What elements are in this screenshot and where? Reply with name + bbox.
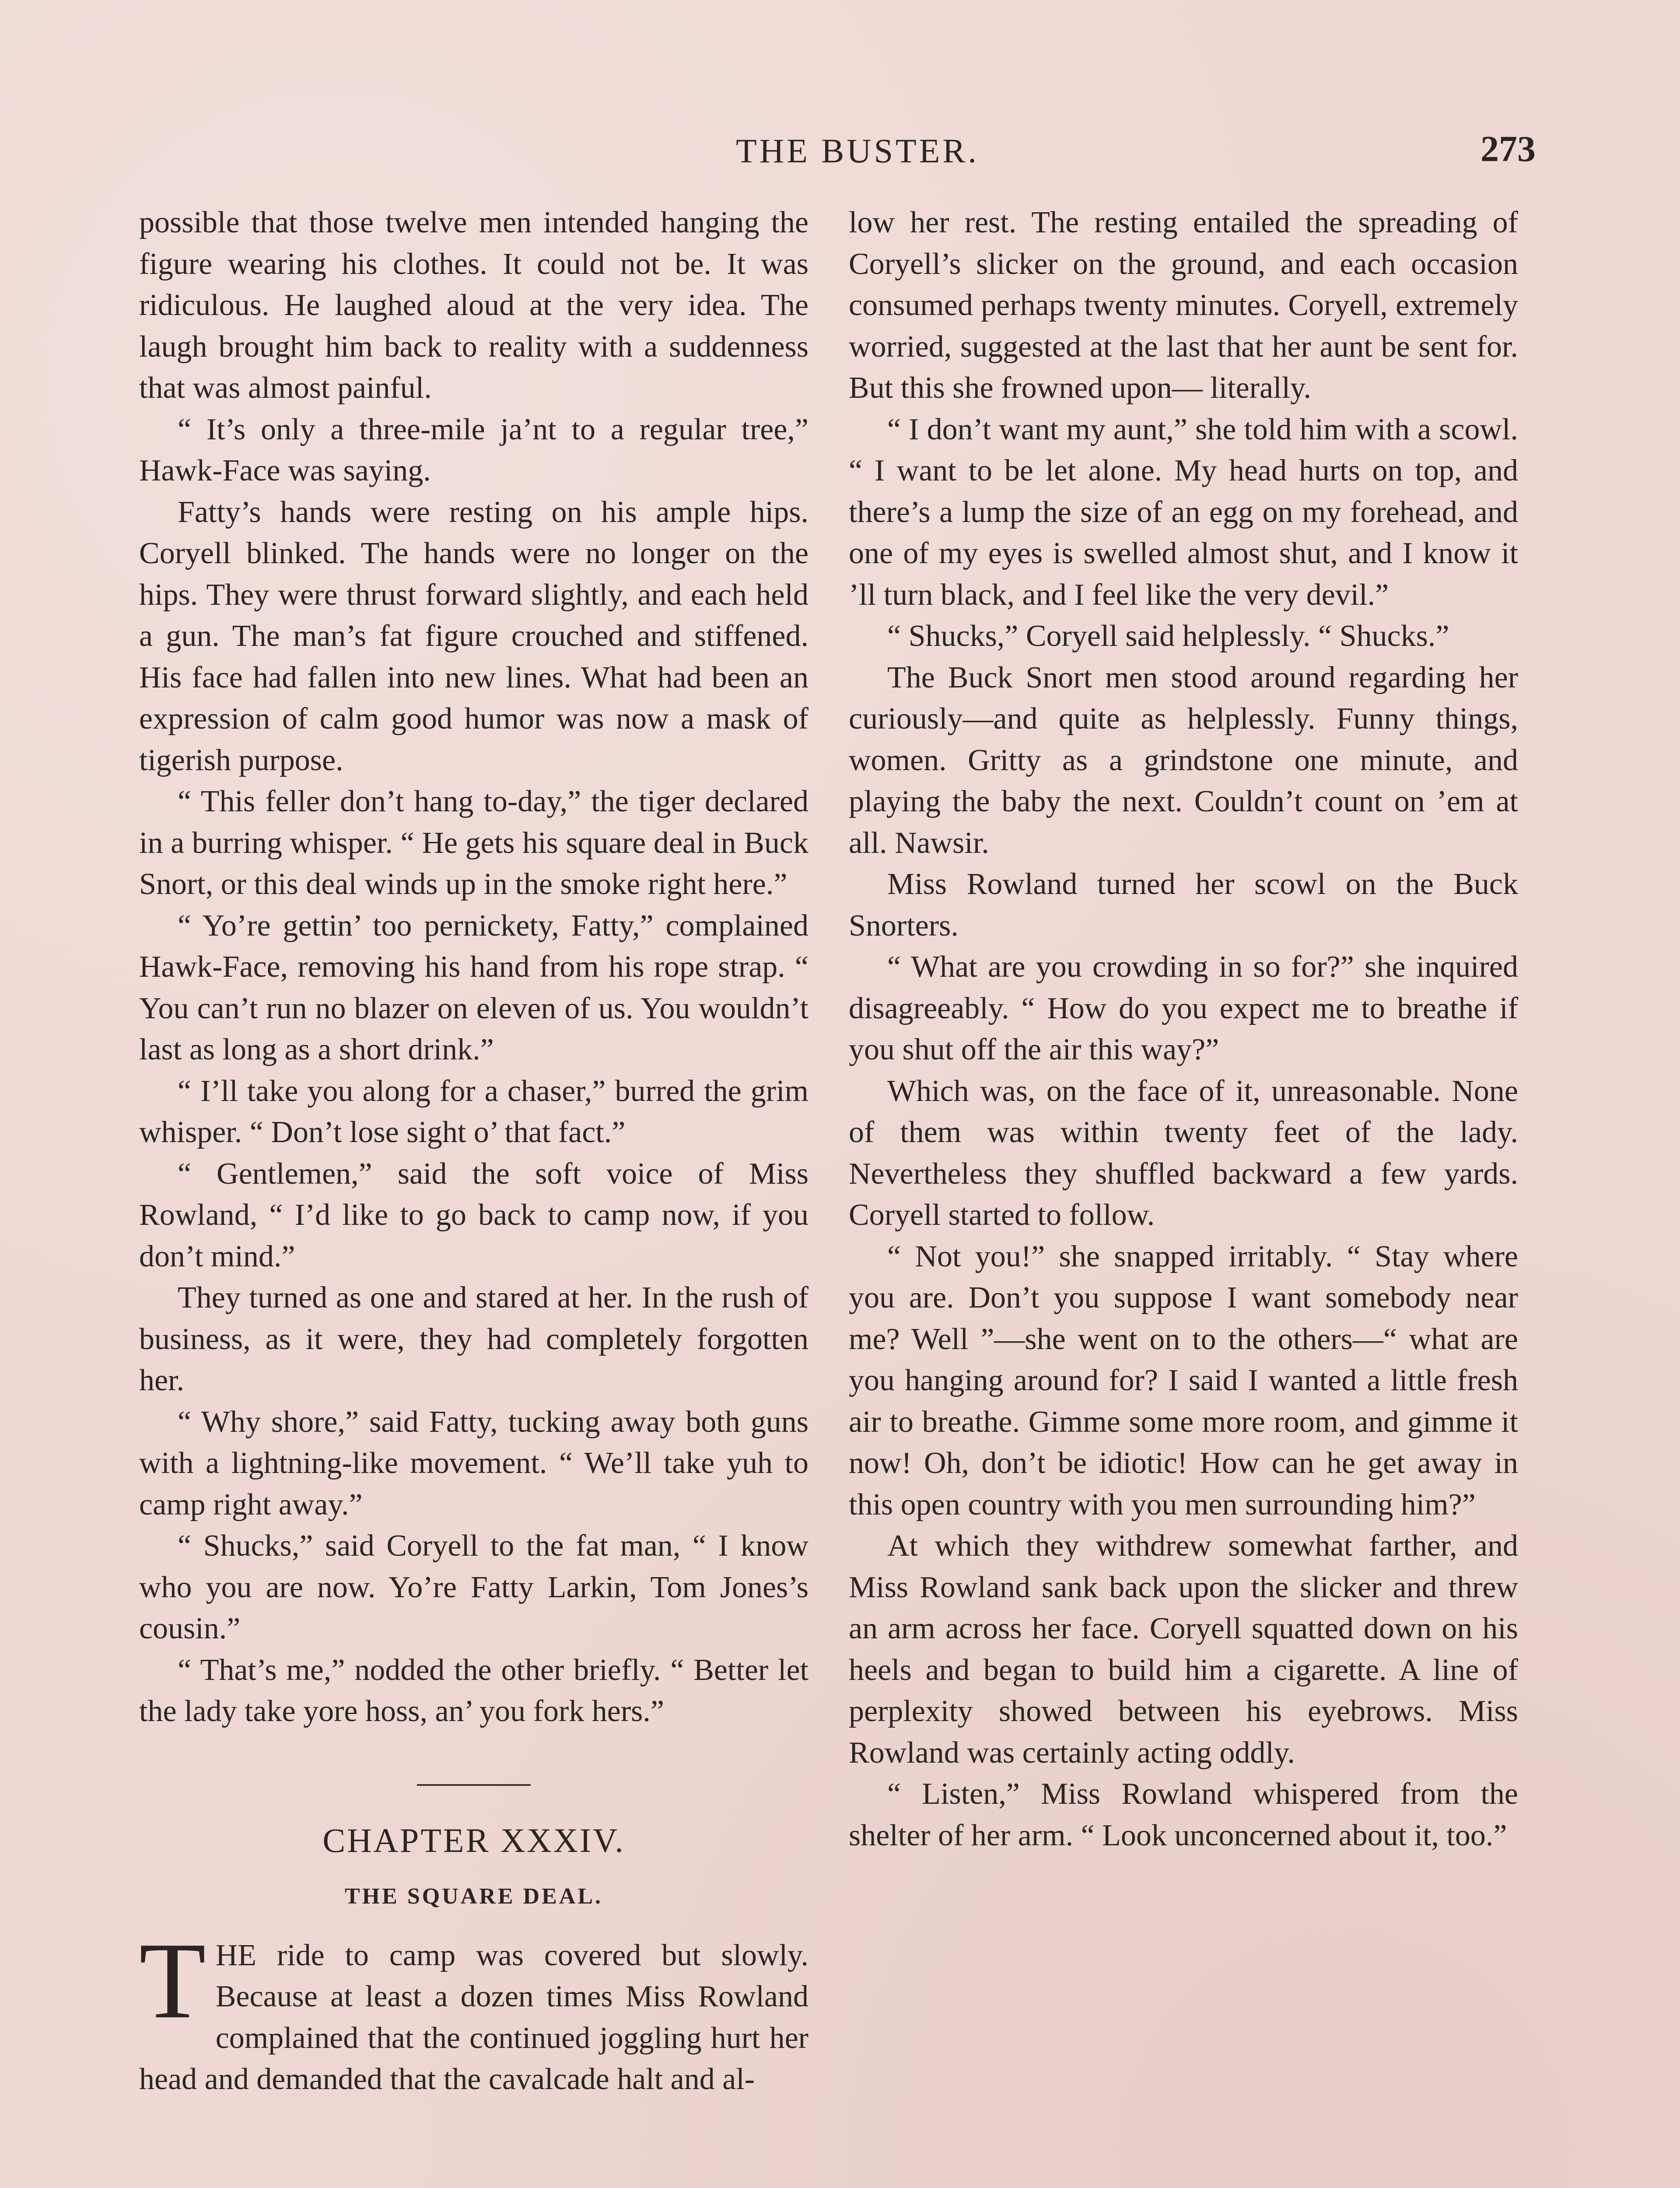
- drop-cap: T: [139, 1920, 206, 2041]
- paragraph: “ It’s only a three-mile ja’nt to a regular tree,” Hawk-Face was saying.: [139, 412, 808, 487]
- chapter-opening-paragraph: [139, 1920, 808, 2100]
- left-column: [139, 202, 808, 2100]
- paragraph: Miss Rowland turned her scowl on the Buck Snorters.: [849, 867, 1518, 943]
- running-title: THE BUSTER.: [736, 132, 979, 170]
- page-number: 273: [1480, 129, 1536, 169]
- chapter-subtitle: THE SQUARE DEAL.: [345, 1884, 603, 1909]
- right-column: [849, 202, 1518, 1856]
- paragraph: They turned as one and stared at her. In the rush of business, as it were, they had completely forgotten her.: [139, 1281, 808, 1397]
- paragraph: “ Shucks,” said Coryell to the fat man, “ I know who you are now. Yo’re Fatty Larkin, Tom Jones’s cousin.”: [139, 1529, 808, 1645]
- paragraph: low her rest. The resting entailed the spreading of Coryell’s slicker on the ground, and each occasion consumed perhaps twenty minutes. Coryell, extremely worried, suggested at the last that her aunt be sent for. But this she frowned upon— literally.: [849, 206, 1518, 405]
- paragraph: At which they withdrew somewhat farther, and Miss Rowland sank back upon the slicker and threw an arm across her face. Coryell squatted down on his heels and began to build him a cigarette. A line of perplexity showed between his eyebrows. Miss Rowland was certainly acting oddly.: [849, 1529, 1518, 1770]
- paragraph: “ That’s me,” nodded the other briefly. “ Better let the lady take yore hoss, an’ you fork hers.”: [139, 1653, 808, 1728]
- paragraph: Which was, on the face of it, unreasonable. None of them was within twenty feet of the lady. Nevertheless they shuffled backward a few yards. Coryell started to follow.: [849, 1074, 1518, 1232]
- paragraph: “ Gentlemen,” said the soft voice of Miss Rowland, “ I’d like to go back to camp now, if you don’t mind.”: [139, 1157, 808, 1273]
- paragraph: “ Listen,” Miss Rowland whispered from the shelter of her arm. “ Look unconcerned about it, too.”: [849, 1777, 1518, 1852]
- paragraph: possible that those twelve men intended hanging the figure wearing his clothes. It could not be. It was ridiculous. He laughed aloud at the very idea. The laugh brought him back to reality with a suddenness that was almost painful.: [139, 206, 808, 405]
- paragraph: “ Yo’re gettin’ too pernickety, Fatty,” complained Hawk-Face, removing his hand from his rope strap. “ You can’t run no blazer on eleven of us. You wouldn’t last as long as a short drink.”: [139, 908, 808, 1066]
- section-rule: [417, 1784, 531, 1786]
- paragraph: “ I’ll take you along for a chaser,” burred the grim whisper. “ Don’t lose sight o’ that fact.”: [139, 1074, 808, 1149]
- paragraph: “ Not you!” she snapped irritably. “ Stay where you are. Don’t you suppose I want somebody near me? Well ”—she went on to the others—“ what are you hanging around for? I said I wanted a little fresh air to breathe. Gimme some more room, and gimme it now! Oh, don’t be idiotic! How can he get away in this open country with you men surrounding him?”: [849, 1239, 1518, 1522]
- paragraph: The Buck Snort men stood around regarding her curiously—and quite as helplessly. Funny things, women. Gritty as a grindstone one minute, and playing the baby the next. Couldn’t count on ’em at all. Nawsir.: [849, 660, 1518, 860]
- chapter-title: CHAPTER XXXIV.: [322, 1821, 625, 1859]
- paragraph: Fatty’s hands were resting on his ample hips. Coryell blinked. The hands were no longer on the hips. They were thrust forward slightly, and each held a gun. The man’s fat figure crouched and stiffened. His face had fallen into new lines. What had been an expression of calm good humor was now a mask of tigerish purpose.: [139, 495, 808, 777]
- paragraph: “ Why shore,” said Fatty, tucking away both guns with a lightning-like movement. “ We’ll take yuh to camp right away.”: [139, 1405, 808, 1522]
- paragraph: “ This feller don’t hang to-day,” the tiger declared in a burring whisper. “ He gets his square deal in Buck Snort, or this deal winds up in the smoke right here.”: [139, 785, 808, 901]
- chapter-opening-text: HE ride to camp was covered but slowly. Because at least a dozen times Miss Rowland complained that the continued joggling hurt her head and demanded that the cavalcade halt and al-: [139, 1938, 808, 2096]
- paragraph: “ Shucks,” Coryell said helplessly. “ Shucks.”: [887, 619, 1449, 653]
- paragraph: “ What are you crowding in so for?” she inquired disagreeably. “ How do you expect me to breathe if you shut off the air this way?”: [849, 950, 1518, 1066]
- paragraph: “ I don’t want my aunt,” she told him with a scowl. “ I want to be let alone. My head hurts on top, and there’s a lump the size of an egg on my forehead, and one of my eyes is swelled almost shut, and I know it ’ll turn black, and I feel like the very devil.”: [849, 412, 1518, 612]
